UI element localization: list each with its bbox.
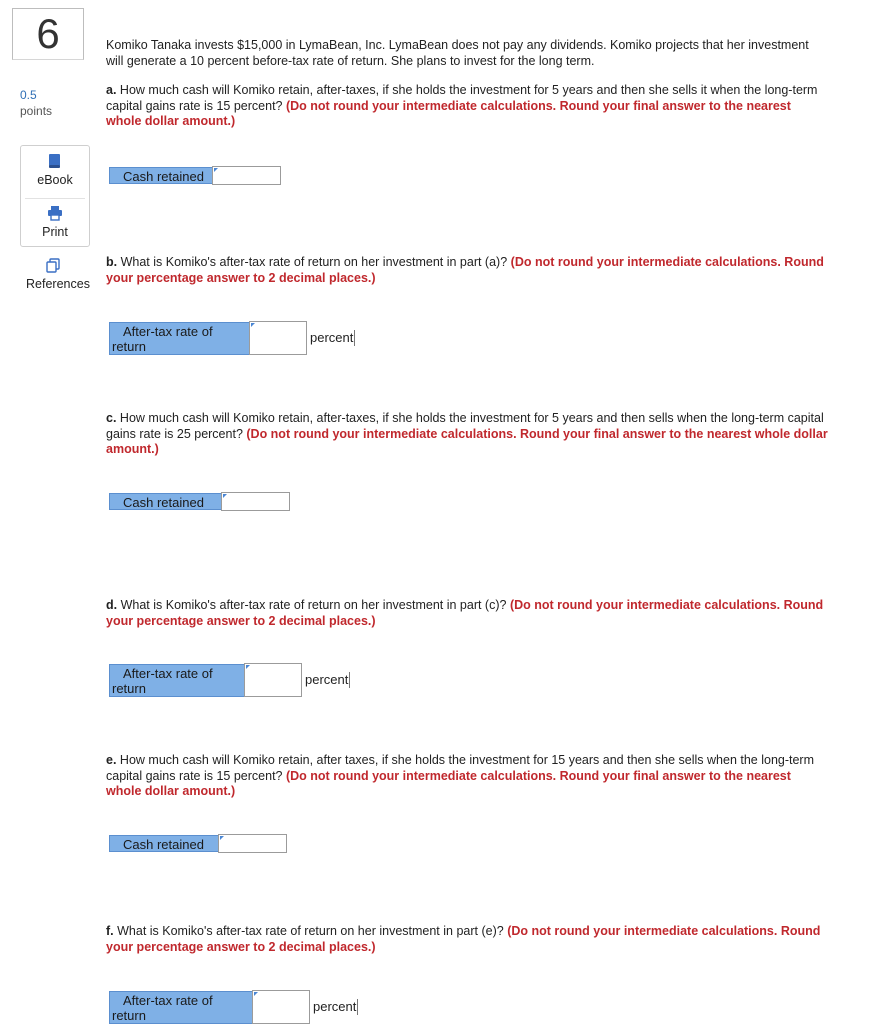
part-f-label xyxy=(109,991,253,1024)
part-b-letter: b. xyxy=(106,255,118,269)
points-label: points xyxy=(20,104,53,118)
part-d-letter: d. xyxy=(106,598,118,612)
part-c-note: (Do not round your intermediate calculations. Round your final answer to the nearest whole dollar amount.) xyxy=(106,426,828,457)
part-c-label: Cash retained xyxy=(109,493,222,510)
part-e-label: Cash retained xyxy=(109,835,219,852)
part-b-text: What is Komiko's after-tax rate of return on her investment in part (a)? xyxy=(120,255,508,269)
tools-panel xyxy=(20,145,90,247)
part-b-note: (Do not round your intermediate calculations. Round your percentage answer to 2 decimal places.) xyxy=(106,255,824,285)
part-c-letter: c. xyxy=(106,411,117,425)
question-intro: Komiko Tanaka invests $15,000 in LymaBean, Inc. LymaBean does not pay any dividends. Komiko projects that her investment will generate a 10 percent before-tax rate of return. She plans to invest for the long term. xyxy=(106,38,809,68)
part-e-letter: e. xyxy=(106,753,117,767)
points-value: 0.5 xyxy=(20,88,37,102)
part-a-question xyxy=(106,83,828,130)
points-info xyxy=(20,87,52,119)
part-f-label-line1: After-tax rate of xyxy=(123,993,213,1008)
part-d-note: (Do not round your intermediate calculations. Round your percentage answer to 2 decimal places.) xyxy=(106,598,824,628)
part-b-unit: percent xyxy=(310,330,354,345)
part-d-label-line2: return xyxy=(112,681,146,696)
part-b-input[interactable] xyxy=(249,321,307,355)
part-a-text: How much cash will Komiko retain, after-taxes, if she holds the investment for 5 years and then she sells it when the long-term capital gains rate is 15 percent? xyxy=(106,83,818,113)
part-b-label-line2: return xyxy=(112,339,146,354)
part-d-unit: percent xyxy=(305,672,349,687)
print-icon xyxy=(47,206,63,221)
part-d-question xyxy=(106,598,828,629)
references-icon xyxy=(46,258,60,273)
question-number: 6 xyxy=(12,8,84,60)
part-d-text: What is Komiko's after-tax rate of return on her investment in part (c)? xyxy=(120,598,507,612)
part-d-label-line1: After-tax rate of xyxy=(123,666,213,681)
tool-divider xyxy=(25,198,85,199)
part-c-text: How much cash will Komiko retain, after-taxes, if she holds the investment for 5 years and then sells when the long-term capital gains rate is 25 percent? xyxy=(106,411,824,441)
part-f-input[interactable] xyxy=(252,990,310,1024)
references-button[interactable] xyxy=(18,258,98,291)
part-f-label-line2: return xyxy=(112,1008,146,1023)
part-f-note: (Do not round your intermediate calculations. Round your percentage answer to 2 decimal places.) xyxy=(106,924,821,954)
part-d-label xyxy=(109,664,245,697)
references-label: References xyxy=(26,277,90,291)
part-f-question xyxy=(106,924,828,955)
part-a-note: (Do not round your intermediate calculations. Round your final answer to the nearest whole dollar amount.) xyxy=(106,98,791,129)
print-button[interactable] xyxy=(21,206,89,239)
part-f-letter: f. xyxy=(106,924,114,938)
part-e-text: How much cash will Komiko retain, after taxes, if she holds the investment for 15 years and then she sells when the long-term capital gains rate is 15 percent? xyxy=(106,753,815,783)
ebook-icon xyxy=(48,153,62,169)
part-c-question xyxy=(106,411,828,458)
part-b-label xyxy=(109,322,250,355)
ebook-button[interactable] xyxy=(21,153,89,187)
part-a-label: Cash retained xyxy=(109,167,213,184)
ebook-label: eBook xyxy=(37,173,73,187)
part-c-input[interactable] xyxy=(221,492,290,511)
part-d-input[interactable] xyxy=(244,663,302,697)
part-e-question xyxy=(106,753,828,800)
print-label: Print xyxy=(42,225,68,239)
part-e-input[interactable] xyxy=(218,834,287,853)
part-e-note: (Do not round your intermediate calculations. Round your final answer to the nearest whole dollar amount.) xyxy=(106,768,791,799)
part-b-question xyxy=(106,255,828,286)
part-f-unit: percent xyxy=(313,999,357,1014)
part-a-letter: a. xyxy=(106,83,117,97)
part-f-text: What is Komiko's after-tax rate of return on her investment in part (e)? xyxy=(117,924,504,938)
part-b-label-line1: After-tax rate of xyxy=(123,324,213,339)
part-a-input[interactable] xyxy=(212,166,281,185)
